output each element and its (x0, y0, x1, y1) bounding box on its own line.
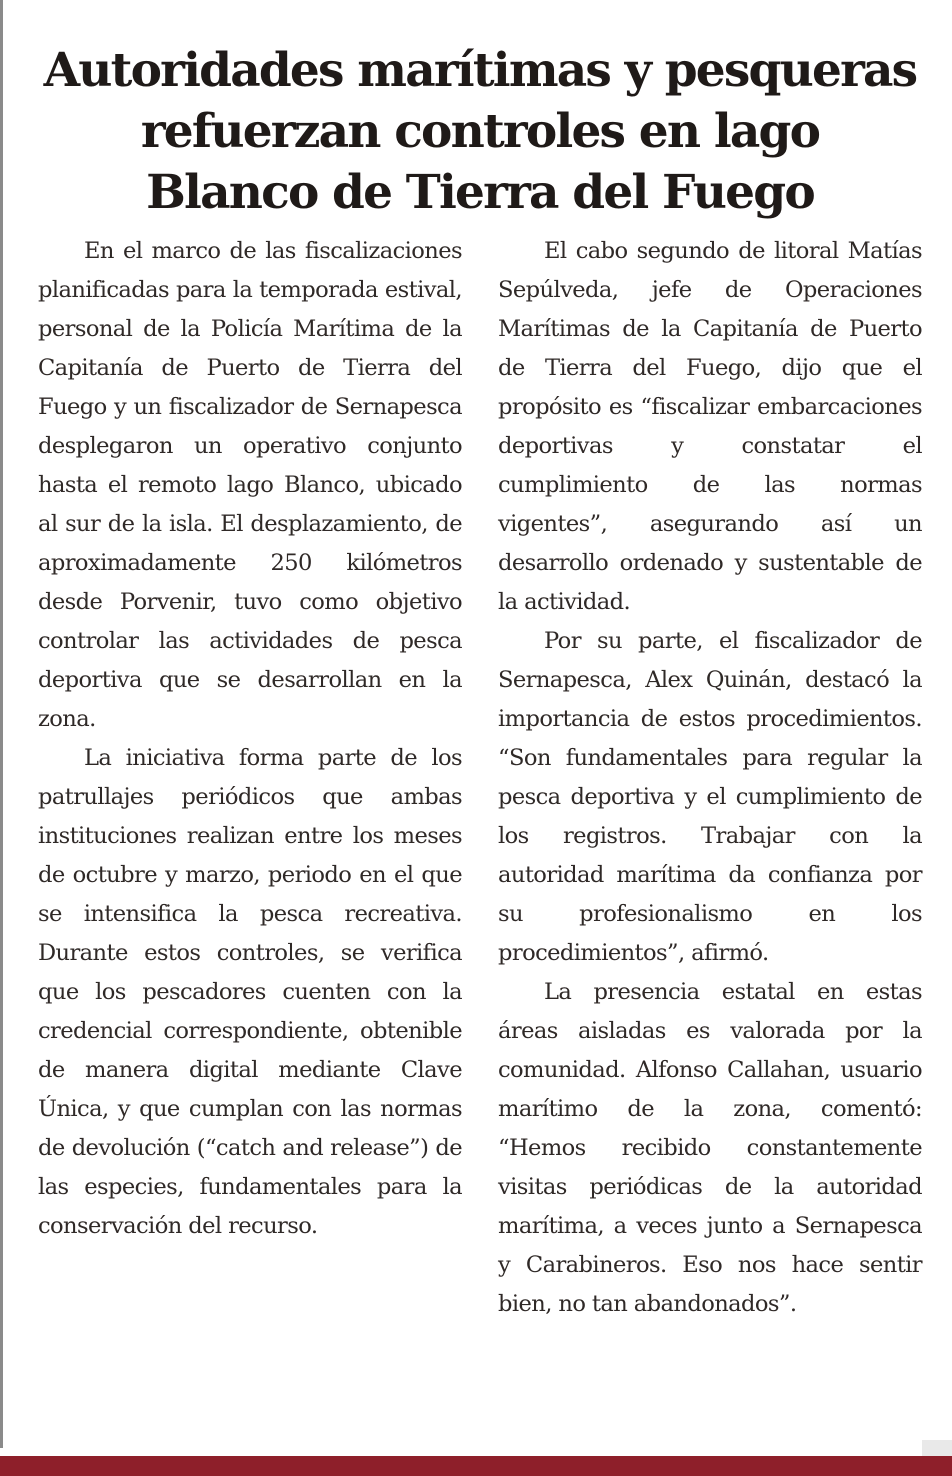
article-paragraph-2: La iniciativa forma parte de los patrullajes periódicos que ambas instituciones realizan entre los meses de octubre y marzo, periodo en el que se intensifica la pesca recreativa. Durante estos controles, se verifica que los pescadores cuenten con la credencial correspondiente, obtenible de manera digital mediante Clave Única, y que cumplan con las normas de devolución (“catch and release”) de las especies, fundamentales para la conservación del recurso. (38, 745, 462, 1239)
article-column-right (498, 232, 922, 1324)
article-paragraph-5: La presencia estatal en estas áreas aisladas es valorada por la comunidad. Alfonso Callahan, usuario marítimo de la zona, comentó: “Hemos recibido constantemente visitas periódicas de la autoridad marítima, a veces junto a Sernapesca y Carabineros. Eso nos hace sentir bien, no tan abandonados”. (498, 979, 922, 1317)
article-column-left (38, 232, 462, 1246)
bottom-color-bar (0, 1456, 952, 1476)
headline-line-3: Blanco de Tierra del Fuego (146, 165, 814, 220)
article-paragraph-3: El cabo segundo de litoral Matías Sepúlveda, jefe de Operaciones Marítimas de la Capitanía de Puerto de Tierra del Fuego, dijo que el propósito es “fiscalizar embarcaciones deportivas y constatar el cumplimiento de las normas vigentes”, asegurando así un desarrollo ordenado y sustentable de la actividad. (498, 238, 922, 615)
headline-line-1: Autoridades marítimas y pesqueras (43, 43, 917, 98)
headline-line-2: refuerzan controles en lago (140, 104, 820, 159)
article-paragraph-4: Por su parte, el fiscalizador de Sernapesca, Alex Quinán, destacó la importancia de estos procedimientos. “Son fundamentales para regular la pesca deportiva y el cumplimiento de los registros. Trabajar con la autoridad marítima da confianza por su profesionalismo en los procedimientos”, afirmó. (498, 628, 922, 966)
page-edge-rule (0, 0, 3, 1448)
article-headline (30, 40, 930, 223)
article-paragraph-1: En el marco de las fiscalizaciones planificadas para la temporada estival, personal de la Policía Marítima de la Capitanía de Puerto de Tierra del Fuego y un fiscalizador de Sernapesca desplegaron un operativo conjunto hasta el remoto lago Blanco, ubicado al sur de la isla. El desplazamiento, de aproximadamente 250 kilómetros desde Porvenir, tuvo como objetivo controlar las actividades de pesca deportiva que se desarrollan en la zona. (38, 238, 462, 732)
page-corner-mark (922, 1440, 952, 1456)
